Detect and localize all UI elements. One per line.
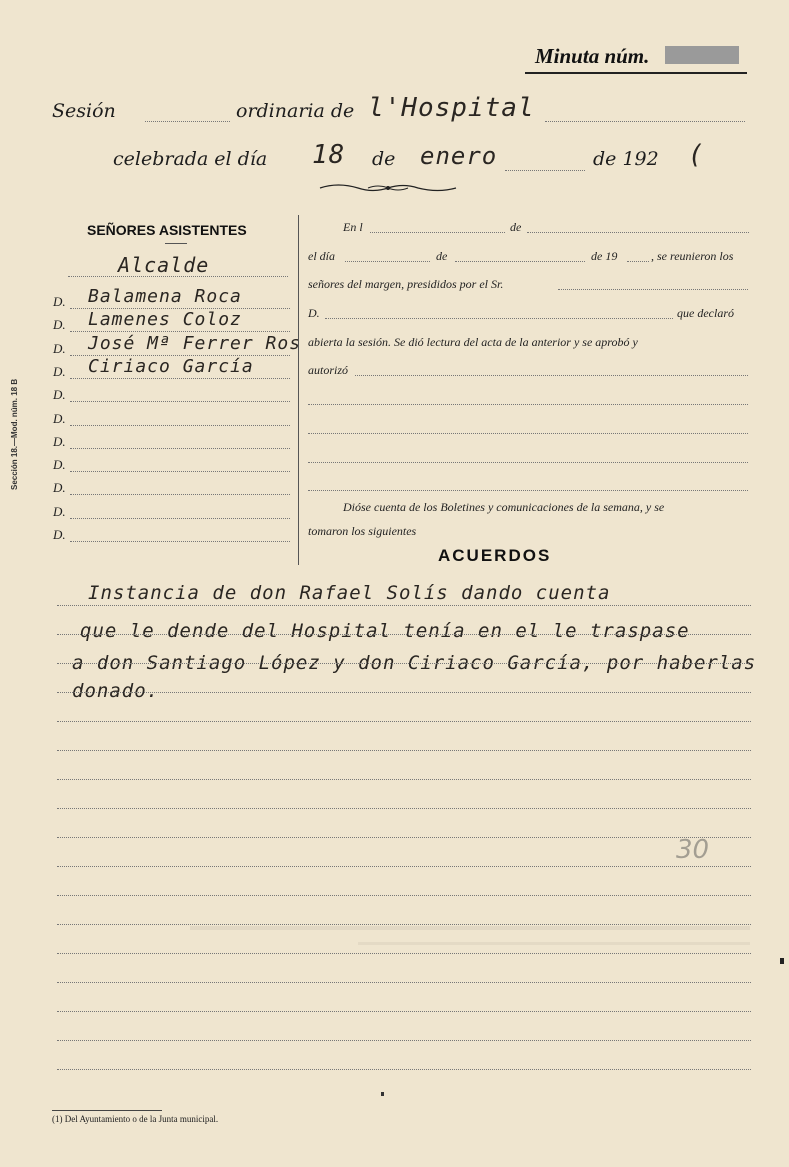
pencil-note: 30 <box>676 835 710 865</box>
asistente-name: Lamenes Coloz <box>88 309 242 331</box>
acta-abierta-label: abierta la sesión. Se dió lectura del acta de la anterior y se aprobó y <box>308 335 638 349</box>
acta-declaro-label: que declaró <box>677 306 734 320</box>
mes-handwritten: enero <box>420 142 498 170</box>
acta-senores-label: señores del margen, presididos por el Sr. <box>308 277 504 291</box>
acta-diose-line2: tomaron los siguientes <box>308 524 417 538</box>
year-label: de 192 <box>593 148 659 170</box>
asistente-d-label: D. <box>53 433 66 449</box>
asistente-d-label: D. <box>53 457 66 473</box>
asistente-d-label: D. <box>53 294 66 309</box>
asistente-d-label: D. <box>53 480 66 496</box>
acta-en-label: En l <box>343 220 363 234</box>
section-model-note: Sección 18.—Mod. núm. 18 B <box>10 378 19 490</box>
footnote-rule <box>52 1110 162 1111</box>
asistente-d-label: D. <box>53 317 66 333</box>
celebrada-label: celebrada el día <box>113 148 268 170</box>
asistente-d-label: D. <box>53 503 66 519</box>
asistente-name: Balamena Roca <box>88 286 242 307</box>
asistente-name: Ciriaco García <box>88 355 254 377</box>
ordinaria-handwritten: l'Hospital <box>368 93 535 123</box>
acta-de-label: de <box>510 220 522 234</box>
asistente-d-label: D. <box>53 527 66 542</box>
ordinaria-label: ordinaria de <box>236 100 355 122</box>
year-handwritten: ( <box>688 140 705 170</box>
ink-dot <box>381 1092 384 1096</box>
asistente-d-label: D. <box>53 340 66 356</box>
asistente-name: José Mª Ferrer Ros <box>88 332 302 354</box>
de-label: de <box>372 148 396 170</box>
acuerdo-handwritten-line: Instancia de don Rafael Solís dando cuenta <box>88 582 611 604</box>
acta-diose-line1: Dióse cuenta de los Boletines y comunicaciones de la semana, y se <box>343 500 665 514</box>
acta-d-label: D. <box>308 306 320 320</box>
sesion-label: Sesión <box>52 100 116 122</box>
footnote: (1) Del Ayuntamiento o de la Junta municipal. <box>52 1114 219 1124</box>
asistente-d-label: D. <box>53 363 66 379</box>
asistentes-title: SEÑORES ASISTENTES <box>87 222 247 238</box>
acta-de2-label: de <box>436 249 448 263</box>
acuerdo-handwritten-line: donado. <box>72 680 160 702</box>
dia-handwritten: 18 <box>312 140 346 170</box>
acuerdo-handwritten-line: a don Santiago López y don Ciriaco García, por haberlas <box>72 652 757 674</box>
asistente-d-label: D. <box>53 410 66 426</box>
acta-reunieron-label: , se reunieron los <box>651 249 734 263</box>
acta-autorizo-label: autorizó <box>308 363 349 377</box>
acuerdos-title: ACUERDOS <box>438 546 552 565</box>
acta-de19-label: de 19 <box>591 249 618 263</box>
asistente-d-label: D. <box>53 387 66 403</box>
column-divider <box>298 215 299 565</box>
ornament-divider-icon <box>318 180 458 196</box>
acta-el-dia-label: el día <box>308 249 335 263</box>
acuerdo-handwritten-line: que le dende del Hospital tenía en el le traspase <box>80 620 690 642</box>
minuta-number-field <box>525 40 747 74</box>
bleed-through-text <box>190 918 750 958</box>
edge-mark <box>780 958 784 964</box>
minuta-label: Minuta núm. <box>535 44 650 68</box>
presidente-handwritten: Alcalde <box>118 253 210 277</box>
minuta-number-box <box>665 46 739 64</box>
